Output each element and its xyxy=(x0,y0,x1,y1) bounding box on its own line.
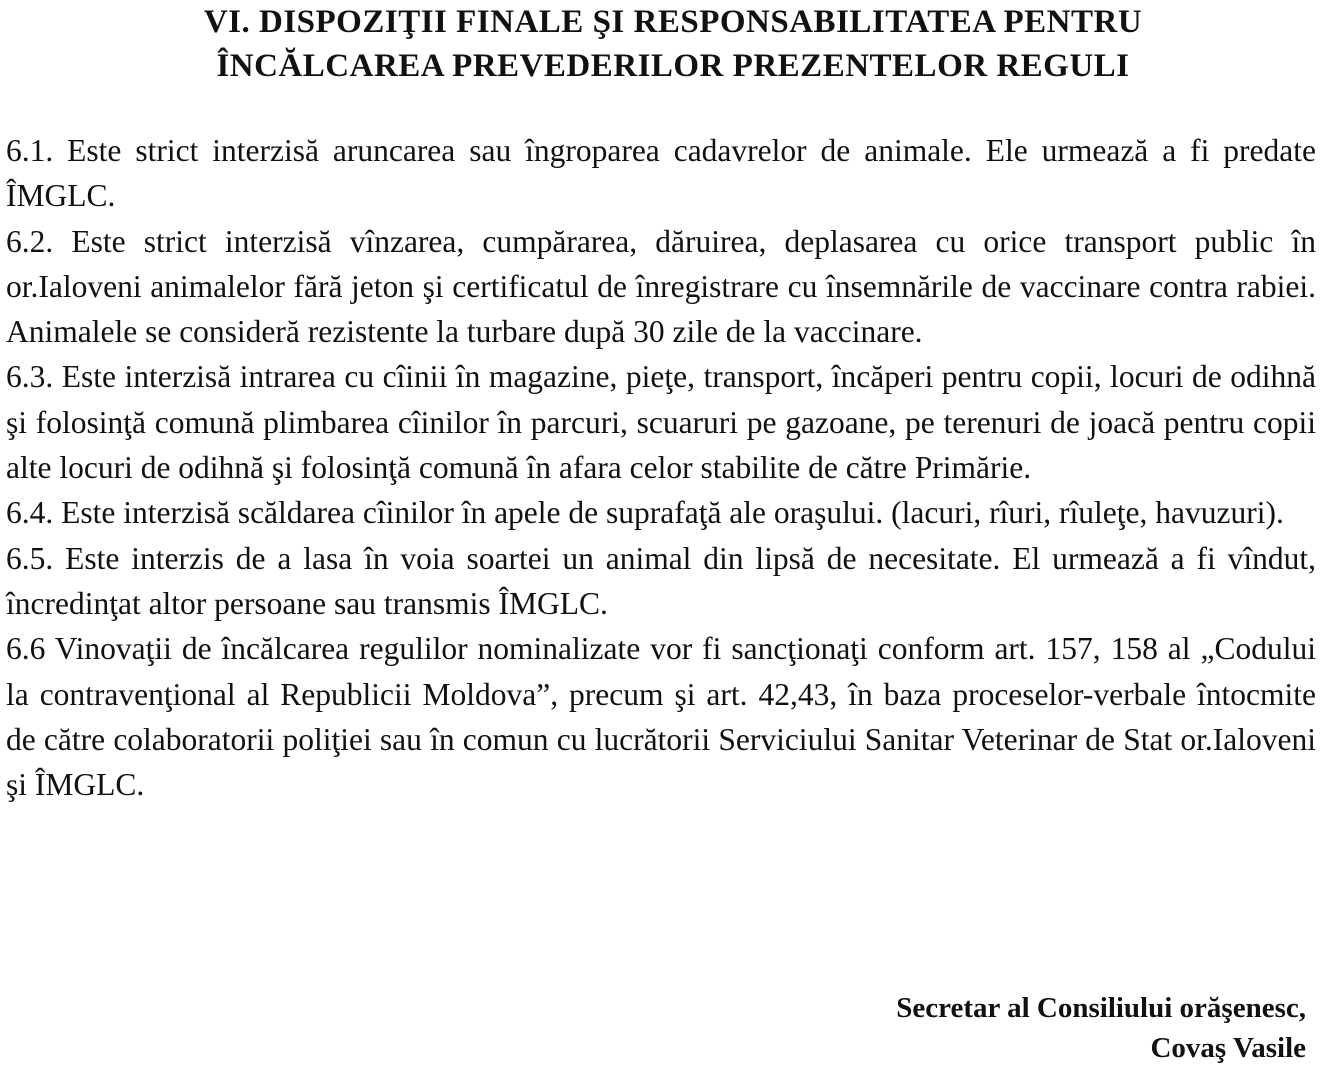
section-title xyxy=(0,0,1320,88)
signature-block xyxy=(896,988,1306,1068)
paragraph-6-4: 6.4. Este interzisă scăldarea cîinilor în apele de suprafaţă ale oraşului. (lacuri, rîuri, rîuleţe, havuzuri). xyxy=(6,495,1284,531)
document-body xyxy=(6,128,1316,807)
section-title-line-1: VI. DISPOZIŢII FINALE ŞI RESPONSABILITATEA PENTRU xyxy=(203,4,1143,40)
signature-position: Secretar al Consiliului orăşenesc, xyxy=(896,992,1306,1024)
signature-name: Covaş Vasile xyxy=(1150,1032,1306,1064)
paragraph-6-5: 6.5. Este interzis de a lasa în voia soartei un animal din lipsă de necesitate. El urmează a fi vîndut, încredinţat altor persoane sau transmis ÎMGLC. xyxy=(6,540,1316,621)
paragraph-6-1: 6.1. Este strict interzisă aruncarea sau îngroparea cadavrelor de animale. Ele urmează a fi predate ÎMGLC. xyxy=(6,133,1316,214)
paragraph-6-6: 6.6 Vinovaţii de încălcarea regulilor nominalizate vor fi sancţionaţi conform art. 157, 158 al „Codului la contravenţional al Republicii Moldova”, precum şi art. 42,43, în baza proceselor-verbale întocmite de către colaboratorii poliţiei sau în comun cu lucrătorii Serviciului Sanitar Veterinar de Stat or.Ialoveni şi ÎMGLC. xyxy=(6,631,1316,803)
paragraph-6-3: 6.3. Este interzisă intrarea cu cîinii în magazine, pieţe, transport, încăperi pentru copii, locuri de odihnă şi folosinţă comună plimbarea cîinilor în parcuri, scuaruri pe gazoane, pe terenuri de joacă pentru copii alte locuri de odihnă şi folosinţă comună în afara celor stabilite de către Primărie. xyxy=(6,359,1316,486)
section-title-line-2: ÎNCĂLCAREA PREVEDERILOR PREZENTELOR REGULI xyxy=(216,48,1130,84)
paragraph-6-2: 6.2. Este strict interzisă vînzarea, cumpărarea, dăruirea, deplasarea cu orice transport public în or.Ialoveni animalelor fără jeton şi certificatul de înregistrare cu însemnările de vaccinare contra rabiei. Animalele se consideră rezistente la turbare după 30 zile de la vaccinare. xyxy=(6,223,1316,350)
